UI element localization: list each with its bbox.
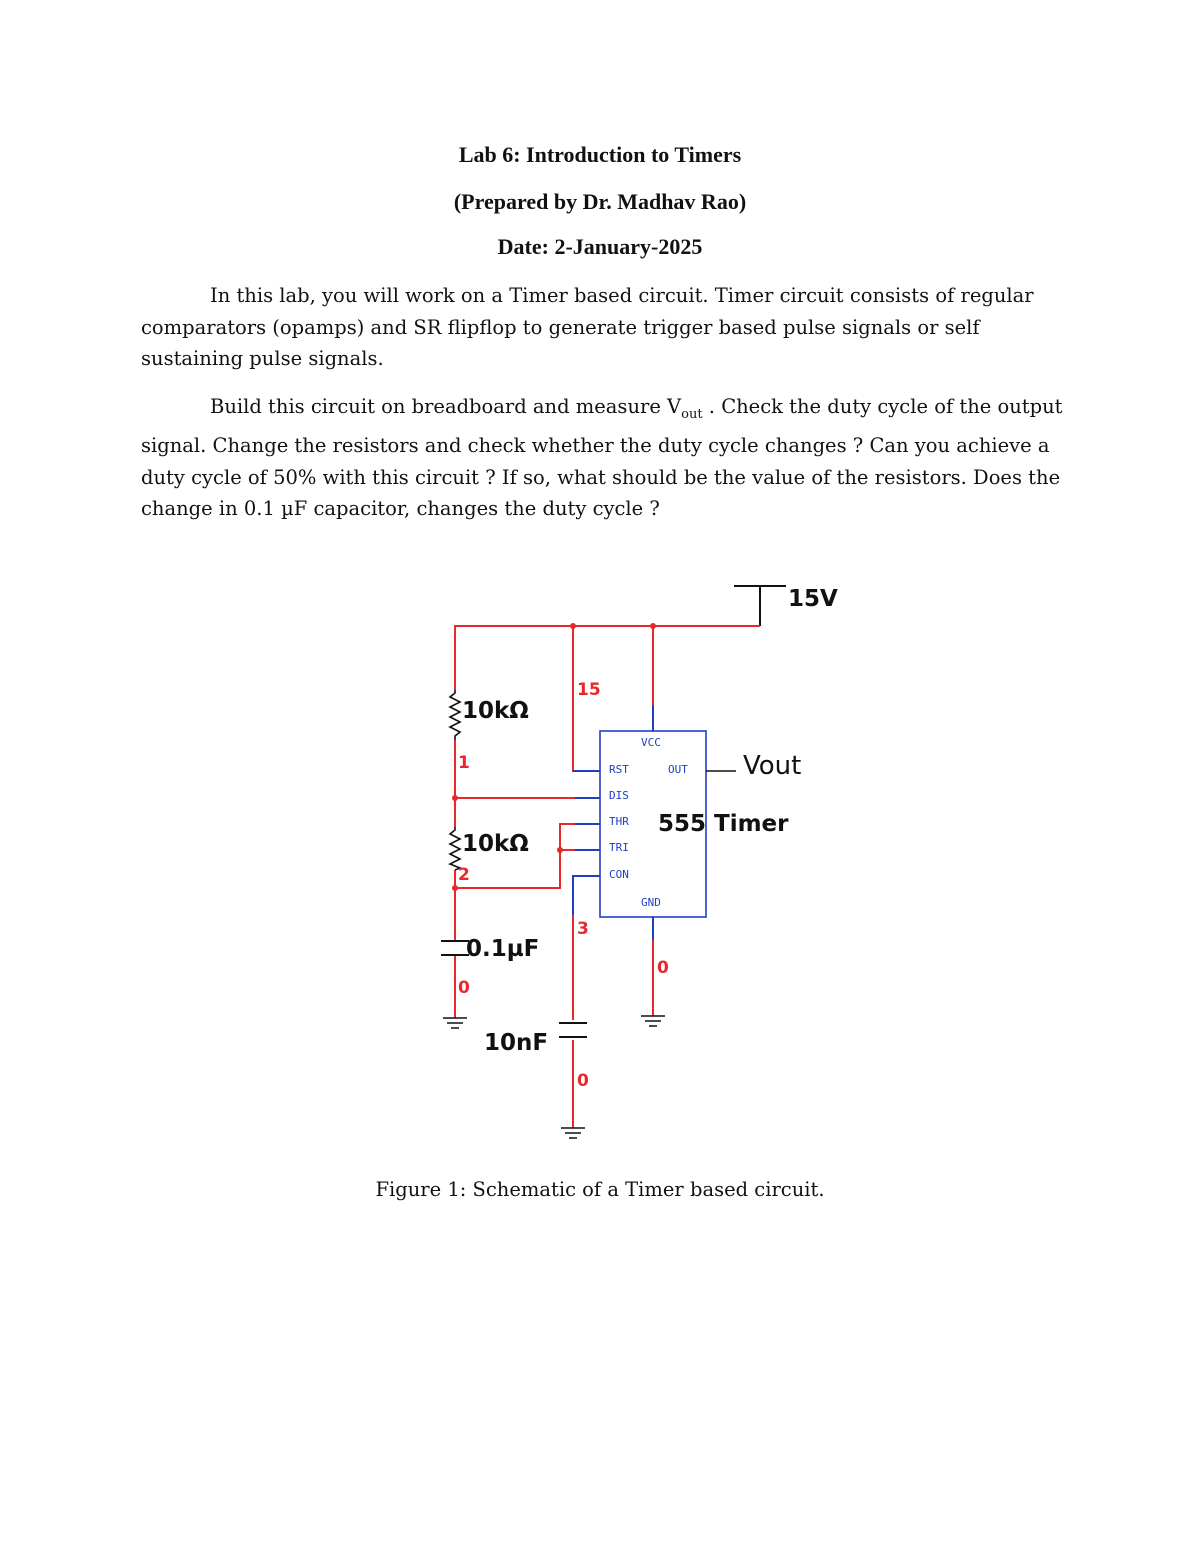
task-text-start: Build this circuit on breadboard and measure V	[210, 395, 682, 418]
junction-dot	[557, 847, 563, 853]
author-line: (Prepared by Dr. Madhav Rao)	[453, 189, 747, 214]
vout-label: Vout	[743, 751, 802, 781]
lab-title: Lab 6: Introduction to Timers	[458, 142, 742, 167]
resistor-r1	[450, 690, 460, 740]
node-label-3: 3	[577, 919, 589, 939]
pin-rst: RST	[609, 763, 629, 776]
date-line: Date: 2-January-2025	[497, 234, 703, 259]
supply-label: 15V	[788, 586, 838, 612]
intro-paragraph: In this lab, you will work on a Timer based circuit. Timer circuit consists of regular comparators (opamps) and SR flipflop to generate trigger based pulse signals or self sustaining pulse signals.	[141, 284, 1034, 370]
c1-label: 0.1µF	[466, 936, 540, 962]
r1-label: 10kΩ	[462, 698, 529, 724]
junction-dot	[452, 885, 458, 891]
pin-thr: THR	[609, 815, 629, 828]
figure-caption: Figure 1: Schematic of a Timer based circuit.	[375, 1178, 825, 1201]
pin-vcc: VCC	[641, 736, 661, 749]
task-text-end: . Check the duty cycle of the output signal. Change the resistors and check whether the duty cycle changes ? Can you achieve a duty cycle of 50% with this circuit ? If so, what should be the value of the resistors. Does the change in 0.1 µF capacitor, changes the duty cycle ?	[141, 395, 1063, 521]
vout-subscript: out	[681, 406, 703, 422]
pin-out: OUT	[668, 763, 688, 776]
junction-dot	[452, 795, 458, 801]
ground-icon	[641, 1016, 665, 1026]
node-label-0: 0	[657, 958, 669, 978]
resistor-r2	[450, 827, 460, 870]
node-label-0: 0	[577, 1071, 589, 1091]
junction-dot	[570, 623, 576, 629]
pin-tri: TRI	[609, 841, 629, 854]
pin-con: CON	[609, 868, 629, 881]
capacitor-c1	[441, 941, 469, 955]
junction-dot	[650, 623, 656, 629]
pin-gnd: GND	[641, 896, 661, 909]
supply-symbol	[734, 586, 786, 626]
capacitor-c2	[559, 1023, 587, 1037]
pin-dis: DIS	[609, 789, 629, 802]
r2-label: 10kΩ	[462, 831, 529, 857]
ground-icon	[561, 1128, 585, 1138]
ground-icon	[443, 1018, 467, 1028]
node-label-0: 0	[458, 978, 470, 998]
chip-label: 555 Timer	[658, 811, 789, 837]
node-label-15: 15	[577, 680, 601, 700]
node-label-2: 2	[458, 865, 470, 885]
c2-label: 10nF	[484, 1030, 549, 1056]
node-label-1: 1	[458, 753, 470, 773]
